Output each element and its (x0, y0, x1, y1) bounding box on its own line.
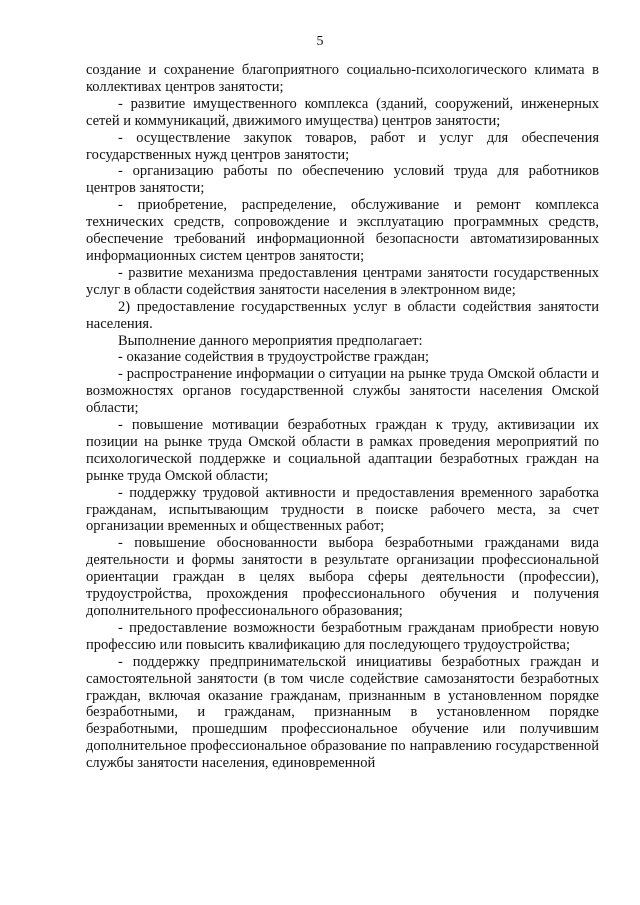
paragraph-electronic-services: - развитие механизма предоставления центрами занятости государственных услуг в области содействия занятости населения в электронном виде; (86, 264, 599, 298)
paragraph-state-services-heading: 2) предоставление государственных услуг в области содействия занятости населения. (86, 298, 599, 332)
document-body (86, 62, 599, 772)
paragraph-measure-intro: Выполнение данного мероприятия предполагает: (118, 332, 423, 349)
paragraph-climate: создание и сохранение благоприятного социально-психологического климата в коллективах центров занятости; (86, 62, 599, 95)
paragraph-retraining: - предоставление возможности безработным гражданам приобрести новую профессию или повысить квалификацию для последующего трудоустройства; (86, 619, 599, 653)
paragraph-labor-market-info: - распространение информации о ситуации на рынке труда Омской области и возможностях органов государственной службы занятости населения Омской области; (86, 366, 599, 417)
paragraph-career-guidance: - повышение обоснованности выбора безработными гражданами вида деятельности и формы занятости в результате организации профессиональной ориентации граждан в целях выбора сферы деятельности (профессии), трудоустройства, прохождения профессионального обучения и получения дополнительного профессионального образования; (86, 535, 599, 619)
paragraph-property-complex: - развитие имущественного комплекса (зданий, сооружений, инженерных сетей и коммуникаций, движимого имущества) центров занятости; (86, 95, 599, 129)
paragraph-temporary-work: - поддержку трудовой активности и предоставления временного заработка гражданам, испытывающим трудности в поиске рабочего места, за счет организации временных и общественных работ; (86, 484, 599, 535)
paragraph-entrepreneurship: - поддержку предпринимательской инициативы безработных граждан и самостоятельной занятости (в том числе содействие самозанятости безработных граждан, включая оказание гражданам, признанным в установленном порядке безработными, и гражданам, признанным в установленном порядке безработными, прошедшим профессиональное обучение или получившим дополнительное профессиональное образование по направлению государственной службы занятости населения, единовременной (86, 653, 599, 772)
paragraph-procurement: - осуществление закупок товаров, работ и услуг для обеспечения государственных нужд центров занятости; (86, 129, 599, 163)
page-number: 5 (316, 34, 324, 49)
paragraph-technical-means: - приобретение, распределение, обслуживание и ремонт комплекса технических средств, сопровождение и эксплуатацию программных средств, обеспечение требований информационной безопасности автоматизированных информационных систем центров занятости; (86, 197, 599, 264)
paragraph-employment-assistance: - оказание содействия в трудоустройстве граждан; (118, 349, 429, 366)
paragraph-working-conditions: - организацию работы по обеспечению условий труда для работников центров занятости; (86, 163, 599, 197)
paragraph-motivation: - повышение мотивации безработных граждан к труду, активизации их позиции на рынке труда Омской области в рамках проведения мероприятий по психологической поддержке и социальной адаптации безработных граждан на рынке труда Омской области; (86, 417, 599, 484)
